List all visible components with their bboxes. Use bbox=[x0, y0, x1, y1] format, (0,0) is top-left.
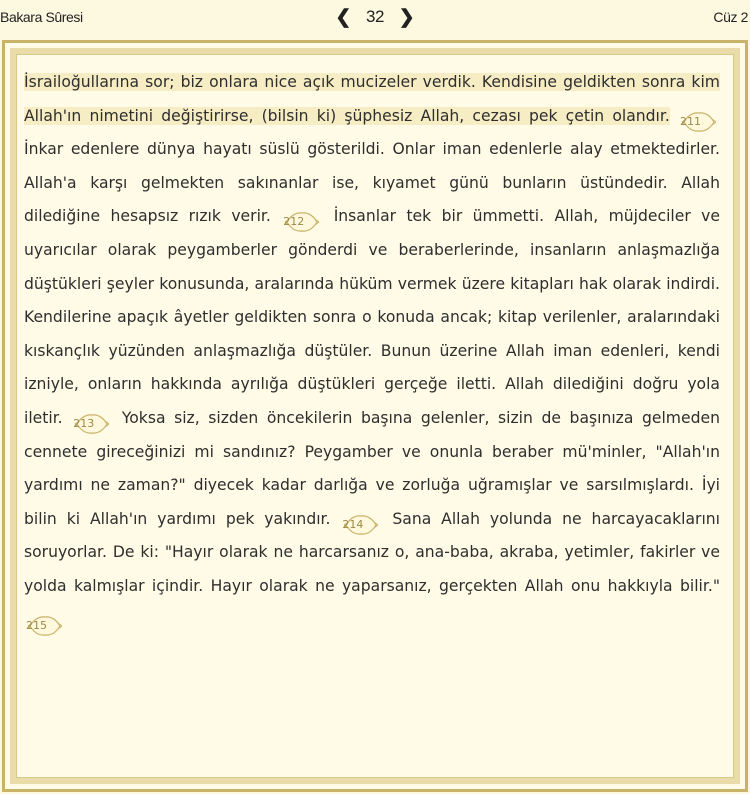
ayah-number-marker[interactable] bbox=[283, 211, 321, 233]
page-navigator bbox=[0, 6, 750, 29]
top-bar bbox=[0, 0, 750, 40]
verse-text[interactable]: İnsanlar tek bir ümmetti. Allah, müjdeciler ve uyarıcılar olarak peygamberler gönderdi ve beraberlerinde, insanların anlaşmazlığa düştükleri şeyler konusunda, aralarında hüküm vermek üzere kitapları hak olarak indirdi. Kendilerine apaçık âyetler geldikten sonra o konuda ancak; kitap verilenler, aralarındaki kıskançlık yüzünden anlaşmazlığa düştüler. Bunun üzerine Allah iman edenleri, kendi izniyle, onların hakkında ayrılığa düştükleri gerçeğe iletti. Allah dilediğini doğru yola iletir. bbox=[24, 207, 720, 427]
chevron-right-icon[interactable]: ❯ bbox=[398, 7, 415, 28]
verse-text[interactable]: Sana Allah yolunda ne harcayacaklarını soruyorlar. De ki: "Hayır olarak ne harcarsanız o, ana-baba, akraba, yetimler, fakirler ve yolda kalmışlar içindir. Hayır olarak ne yaparsanız, gerçekten Allah onu hakkıyla bilir." bbox=[24, 509, 720, 595]
ayah-number-marker[interactable] bbox=[26, 615, 64, 637]
ayah-number: 211 bbox=[679, 114, 701, 128]
ayah-number: 214 bbox=[342, 517, 364, 531]
verse-text[interactable]: Yoksa siz, sizden öncekilerin başına gelenler, sizin de başınıza gelmeden cennete gireceğinizi mi sandınız? Peygamber ve onunla beraber mü'minler, "Allah'ın yardımı ne zaman?" diyecek kadar darlığa ve zorluğa uğramışlar ve sarsılmışlardı. İyi bilin ki Allah'ın yardımı pek yakındır. bbox=[24, 408, 720, 528]
ayah-number: 215 bbox=[26, 618, 47, 632]
ayah-number-marker[interactable] bbox=[342, 514, 380, 536]
chevron-left-icon[interactable]: ❮ bbox=[335, 7, 352, 28]
ayah-number: 212 bbox=[283, 215, 305, 229]
ayah-number: 213 bbox=[73, 416, 95, 430]
ayah-number-marker[interactable] bbox=[73, 413, 111, 435]
verse-text-block bbox=[24, 66, 720, 637]
verse-text[interactable]: İnkar edenlere dünya hayatı süslü gösterildi. Onlar iman edenlerle alay etmektedirler. Allah'a karşı gelmekten sakınanlar ise, kıyamet günü bunların üstündedir. Allah dilediğine hesapsız rızık verir. bbox=[24, 140, 720, 226]
verse-text[interactable]: İsrailoğullarına sor; biz onlara nice açık mucizeler verdik. Kendisine geldikten sonra kim Allah'ın nimetini değiştirirse, (bilsin ki) şüphesiz Allah, cezası pek çetin olandır. bbox=[24, 73, 720, 125]
ayah-number-marker[interactable] bbox=[680, 111, 718, 133]
surah-name[interactable]: Bakara Sûresi bbox=[0, 9, 83, 25]
page-number[interactable]: 32 bbox=[366, 7, 384, 26]
juz-label[interactable]: Cüz 2 bbox=[713, 9, 748, 25]
